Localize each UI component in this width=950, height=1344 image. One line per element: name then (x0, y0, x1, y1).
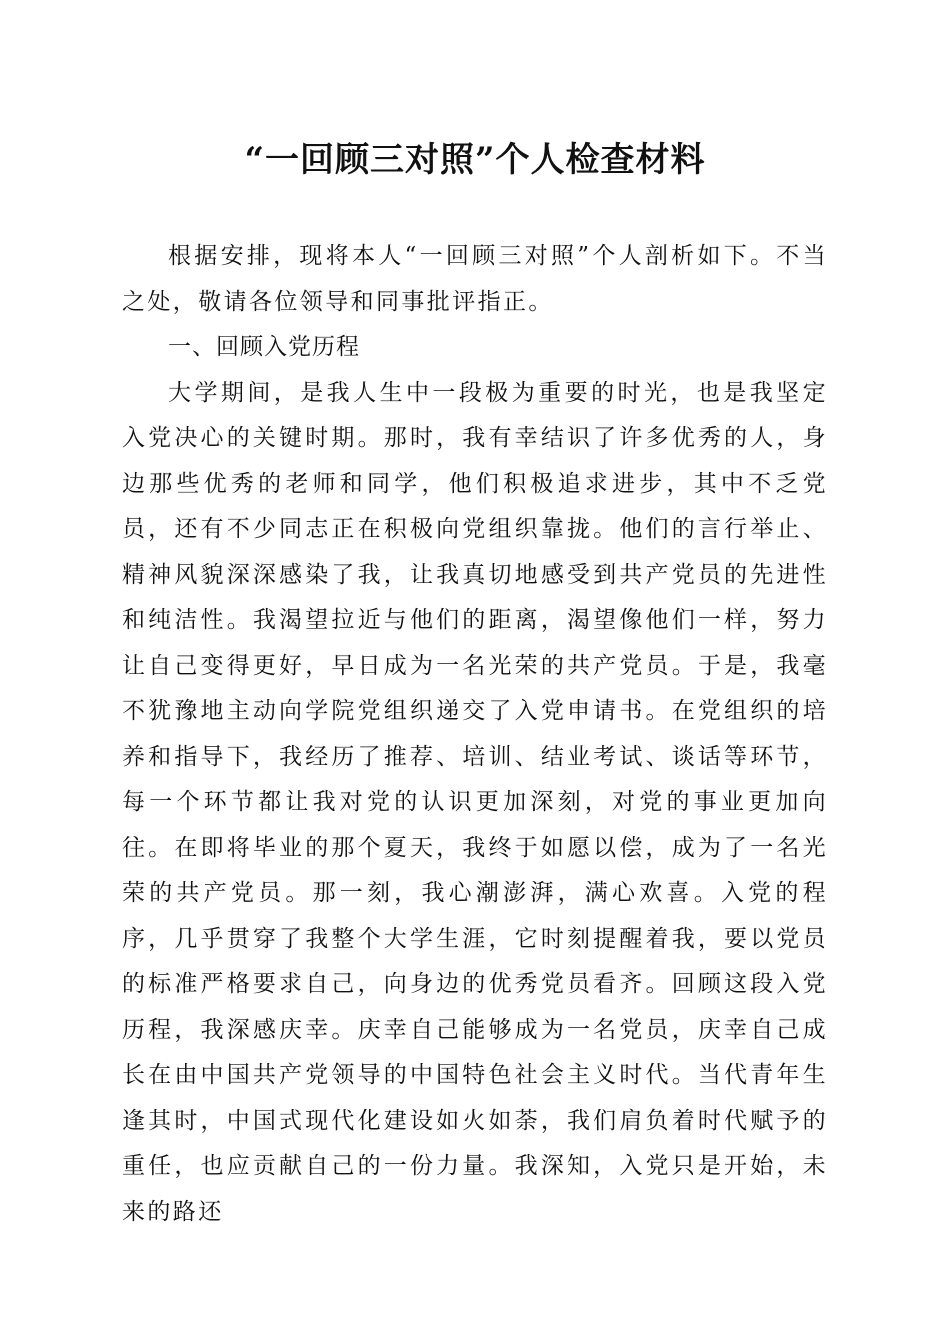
intro-paragraph: 根据安排，现将本人“一回顾三对照”个人剖析如下。不当之处，敬请各位领导和同事批评指正。 (122, 243, 828, 315)
document-title: “一回顾三对照”个人检查材料 (244, 140, 706, 180)
section-heading: 一、回顾入党历程 (168, 334, 360, 360)
section-paragraph: 大学期间，是我人生中一段极为重要的时光，也是我坚定入党决心的关键时期。那时，我有幸结识了许多优秀的人，身边那些优秀的老师和同学，他们积极追求进步，其中不乏党员，还有不少同志正在积极向党组织靠拢。他们的言行举止、精神风貌深深感染了我，让我真切地感受到共产党员的先进性和纯洁性。我渴望拉近与他们的距离，渴望像他们一样，努力让自己变得更好，早日成为一名光荣的共产党员。于是，我毫不犹豫地主动向学院党组织递交了入党申请书。在党组织的培养和指导下，我经历了推荐、培训、结业考试、谈话等环节，每一个环节都让我对党的认识更加深刻，对党的事业更加向往。在即将毕业的那个夏天，我终于如愿以偿，成为了一名光荣的共产党员。那一刻，我心潮澎湃，满心欢喜。入党的程序，几乎贯穿了我整个大学生涯，它时刻提醒着我，要以党员的标准严格要求自己，向身边的优秀党员看齐。回顾这段入党历程，我深感庆幸。庆幸自己能够成为一名党员，庆幸自己成长在由中国共产党领导的中国特色社会主义时代。当代青年生逢其时，中国式现代化建设如火如荼，我们肩负着时代赋予的重任，也应贡献自己的一份力量。我深知，入党只是开始，未来的路还 (122, 379, 828, 1225)
document-body (122, 234, 828, 1235)
